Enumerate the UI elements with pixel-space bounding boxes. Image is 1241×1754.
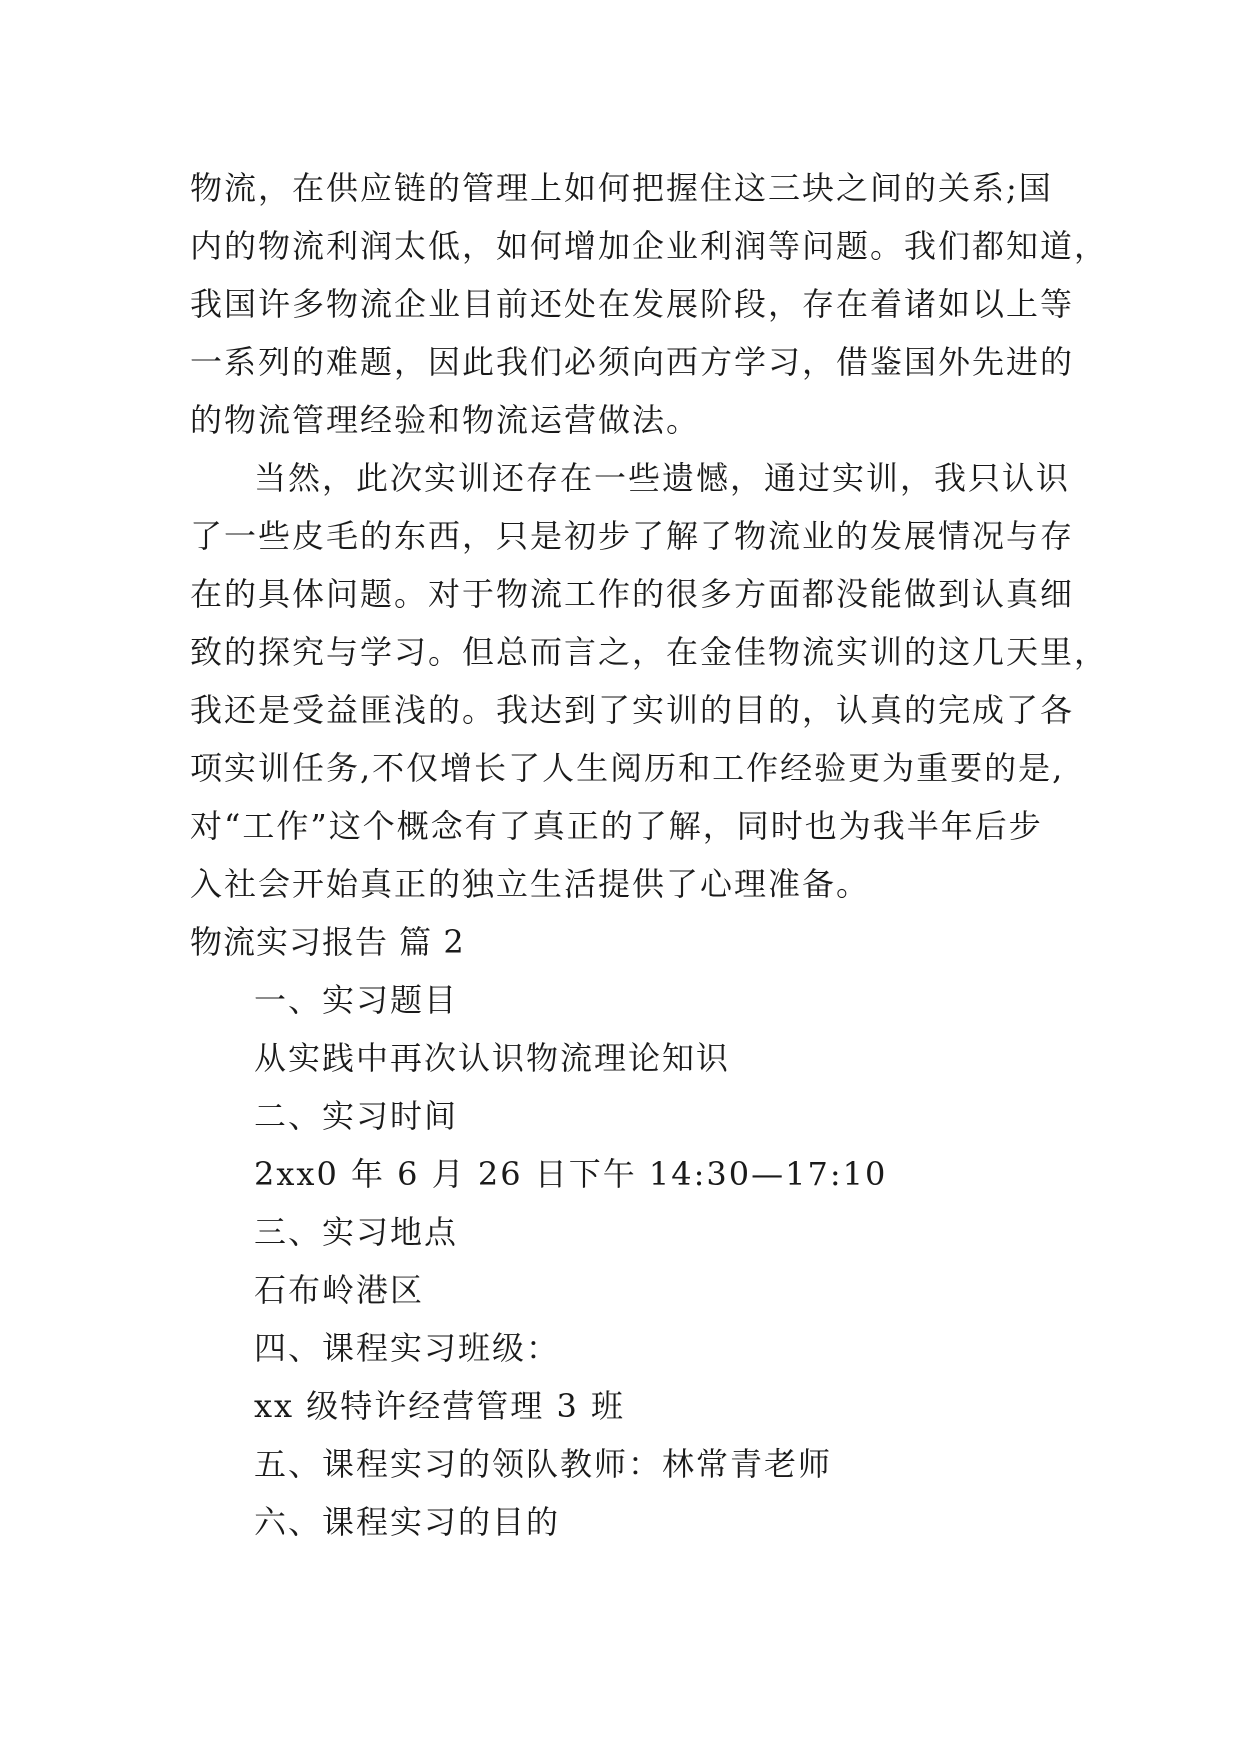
item-heading-topic: 一、实习题目 <box>254 981 459 1019</box>
item-heading-class: 四、课程实习班级： <box>254 1329 561 1367</box>
item-heading-location: 三、实习地点 <box>254 1213 459 1251</box>
paragraph2-line-2: 了一些皮毛的东西，只是初步了解了物流业的发展情况与存 <box>190 517 1075 555</box>
item-heading-purpose: 六、课程实习的目的 <box>254 1503 561 1541</box>
section-title: 物流实习报告 篇 2 <box>190 923 465 961</box>
paragraph2-line-1: 当然，此次实训还存在一些遗憾，通过实训，我只认识 <box>254 459 1071 497</box>
paragraph2-line-4: 致的探究与学习。但总而言之，在金佳物流实训的这几天里， <box>190 633 1109 671</box>
item-value-class: xx 级特许经营管理 3 班 <box>254 1387 625 1425</box>
paragraph2-line-5: 我还是受益匪浅的。我达到了实训的目的，认真的完成了各 <box>190 691 1075 729</box>
paragraph2-line-7: 对“工作”这个概念有了真正的了解，同时也为我半年后步 <box>190 807 1043 845</box>
item-value-location: 石布岭港区 <box>254 1271 425 1309</box>
paragraph2-line-3: 在的具体问题。对于物流工作的很多方面都没能做到认真细 <box>190 575 1075 613</box>
item-teacher: 五、课程实习的领队教师：林常青老师 <box>254 1445 833 1483</box>
paragraph1-line-3: 我国许多物流企业目前还处在发展阶段，存在着诸如以上等 <box>190 285 1075 323</box>
paragraph1-line-1: 物流，在供应链的管理上如何把握住这三块之间的关系;国 <box>190 169 1053 207</box>
paragraph2-line-8: 入社会开始真正的独立生活提供了心理准备。 <box>190 865 871 903</box>
item-value-time: 2xx0 年 6 月 26 日下午 14:30—17:10 <box>254 1155 888 1193</box>
item-value-topic: 从实践中再次认识物流理论知识 <box>254 1039 731 1077</box>
paragraph2-line-6: 项实训任务,不仅增长了人生阅历和工作经验更为重要的是, <box>190 749 1065 787</box>
paragraph1-line-5: 的物流管理经验和物流运营做法。 <box>190 401 701 439</box>
paragraph1-line-4: 一系列的难题，因此我们必须向西方学习，借鉴国外先进的 <box>190 343 1075 381</box>
item-heading-time: 二、实习时间 <box>254 1097 459 1135</box>
paragraph1-line-2: 内的物流利润太低，如何增加企业利润等问题。我们都知道， <box>190 227 1109 265</box>
